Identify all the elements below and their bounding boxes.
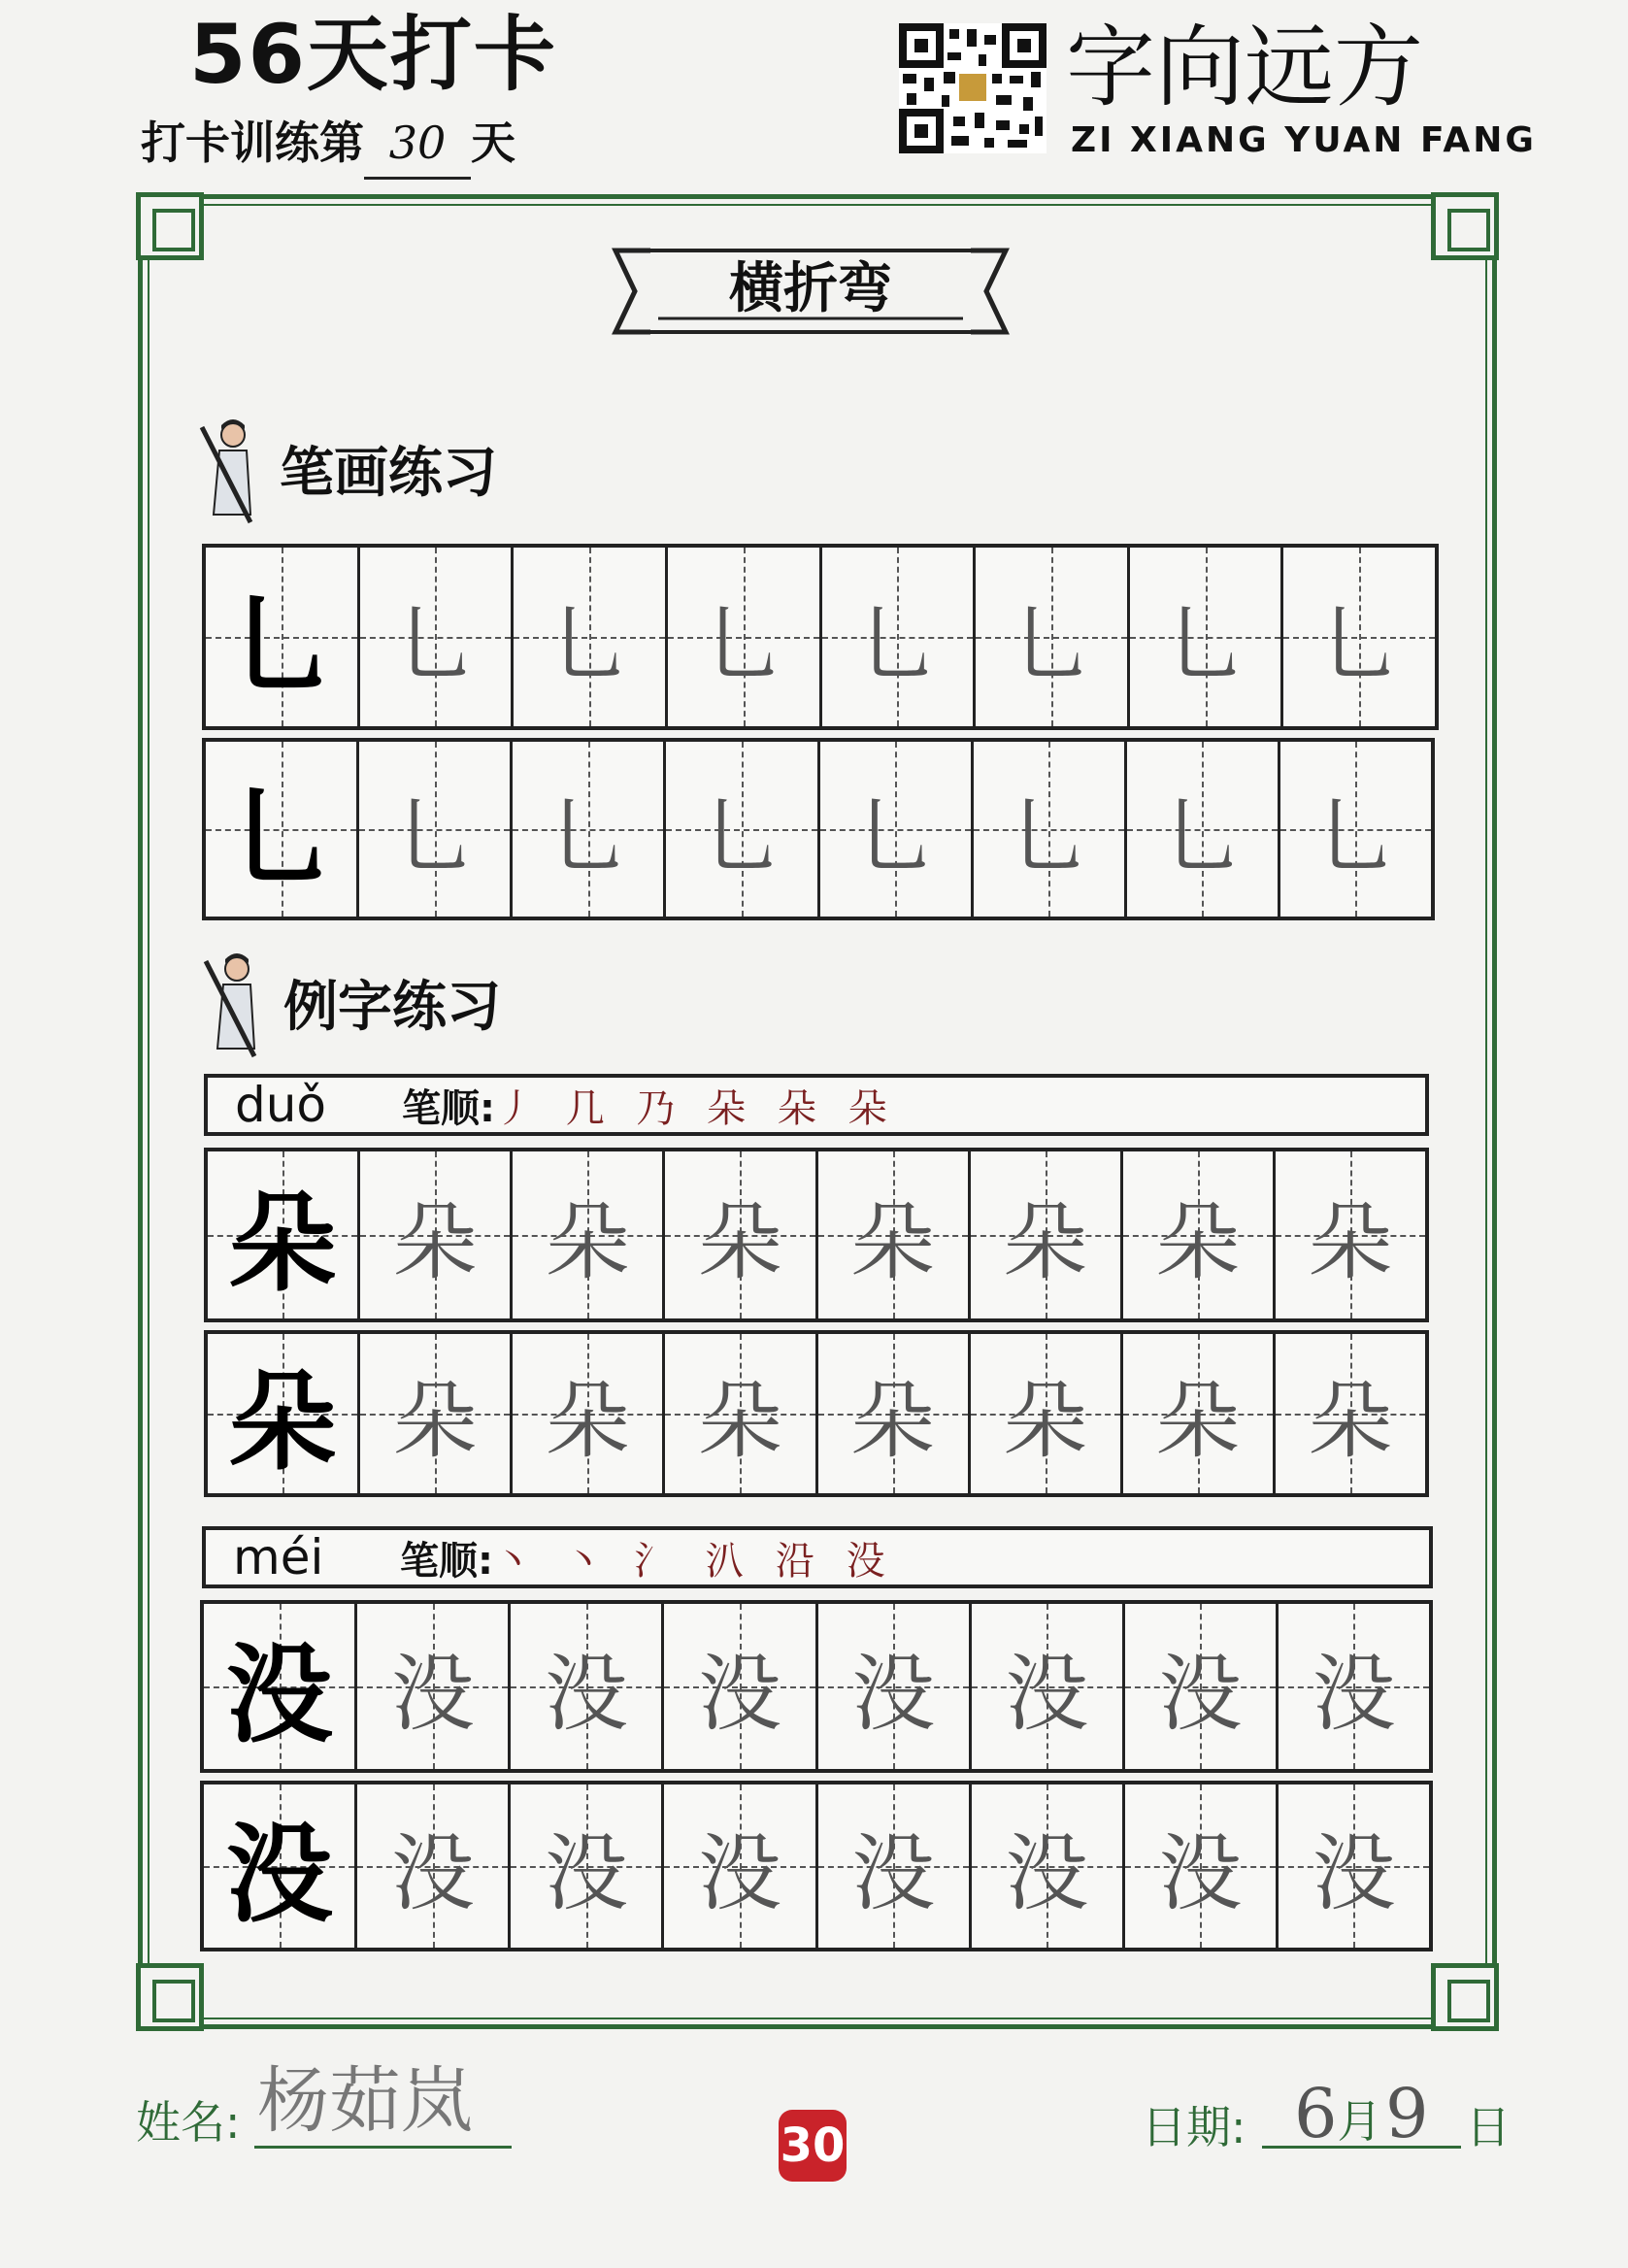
date-month-value: 6 — [1294, 2074, 1338, 2153]
practice-cell — [510, 742, 663, 917]
page-header-title: 56天打卡 — [189, 7, 557, 102]
character-practice-row — [204, 1330, 1429, 1497]
practice-cell — [968, 1334, 1120, 1493]
practice-cell — [973, 548, 1127, 726]
handwritten-character: 乚 — [855, 596, 940, 693]
handwritten-character: 乚 — [701, 596, 785, 693]
practice-cell — [1276, 1784, 1429, 1948]
frame-corner-ornament — [1431, 1963, 1499, 2031]
day-number: 30 — [364, 109, 471, 180]
practice-cell — [1280, 548, 1435, 726]
practice-cell — [206, 548, 357, 726]
practice-cell — [356, 742, 510, 917]
date-month-unit: 月 — [1337, 2095, 1382, 2148]
practice-cell — [511, 548, 665, 726]
practice-cell — [815, 1604, 969, 1769]
model-character: 朵 — [229, 1181, 337, 1306]
practice-cell — [661, 1784, 814, 1948]
model-character: 乚 — [227, 775, 335, 900]
pinyin: méi — [233, 1529, 324, 1585]
brand-logo-text: 字向远方 — [1066, 16, 1424, 119]
character-practice-row — [200, 1781, 1433, 1951]
model-character: 朵 — [229, 1359, 337, 1484]
handwritten-character: 没 — [1005, 1825, 1089, 1922]
banner-title: 横折弯 — [729, 257, 892, 320]
practice-cell — [1276, 1604, 1429, 1769]
practice-cell — [354, 1604, 508, 1769]
practice-cell — [1273, 1151, 1425, 1318]
handwritten-character: 乚 — [1163, 596, 1247, 693]
stroke-order: 丿 几 乃 朵 朵 朵 — [495, 1085, 897, 1131]
practice-cell — [1278, 742, 1431, 917]
practice-cell — [206, 742, 356, 917]
handwritten-character: 乚 — [1160, 788, 1245, 885]
day-counter — [141, 109, 515, 180]
practice-cell — [662, 1151, 814, 1318]
qr-code-graphic — [899, 23, 1047, 153]
practice-cell — [354, 1784, 508, 1948]
handwritten-character: 没 — [1312, 1825, 1396, 1922]
name-label: 姓名: — [136, 2096, 241, 2149]
model-character: 没 — [225, 1812, 333, 1937]
handwritten-character: 乚 — [699, 788, 783, 885]
handwritten-character: 朵 — [393, 1194, 478, 1291]
date-month — [1294, 2074, 1382, 2153]
handwritten-character: 乚 — [853, 788, 938, 885]
practice-cell — [1120, 1151, 1273, 1318]
handwritten-character: 没 — [697, 1646, 781, 1743]
handwritten-character: 乚 — [1317, 596, 1402, 693]
model-character: 没 — [225, 1632, 333, 1757]
practice-cell — [817, 742, 971, 917]
practice-cell — [510, 1334, 662, 1493]
stroke-practice-row — [202, 544, 1439, 730]
handwritten-character: 乚 — [546, 788, 630, 885]
practice-cell — [662, 1334, 814, 1493]
handwritten-character: 没 — [544, 1825, 628, 1922]
brand-subtitle: ZI XIANG YUAN FANG — [1071, 120, 1537, 160]
student-name: 杨茹岚 — [257, 2059, 473, 2143]
handwritten-character: 乚 — [392, 788, 477, 885]
practice-cell — [969, 1784, 1122, 1948]
handwritten-character: 朵 — [1003, 1194, 1087, 1291]
handwritten-character: 朵 — [1308, 1373, 1392, 1470]
practice-cell — [819, 548, 974, 726]
frame-corner-ornament — [1431, 192, 1499, 260]
practice-cell — [815, 1334, 968, 1493]
handwritten-character: 乚 — [393, 596, 478, 693]
model-character: 乚 — [227, 583, 335, 708]
practice-cell — [1120, 1334, 1273, 1493]
practice-cell — [661, 1604, 814, 1769]
example-practice-title: 例字练习 — [283, 976, 501, 1039]
handwritten-character: 没 — [544, 1646, 628, 1743]
handwritten-character: 乚 — [1313, 788, 1398, 885]
handwritten-character: 没 — [390, 1825, 475, 1922]
handwritten-character: 没 — [1312, 1646, 1396, 1743]
practice-cell — [204, 1604, 354, 1769]
pinyin-bar — [202, 1526, 1433, 1588]
date-day-unit: 日 — [1466, 2101, 1511, 2153]
practice-cell — [1122, 1784, 1276, 1948]
stroke-order-label: 笔顺: — [402, 1085, 495, 1131]
handwritten-character: 朵 — [850, 1194, 935, 1291]
practice-cell — [208, 1334, 357, 1493]
practice-cell — [663, 742, 816, 917]
stroke-practice-row — [202, 738, 1435, 920]
practice-cell — [1122, 1604, 1276, 1769]
practice-cell — [508, 1604, 661, 1769]
practice-cell — [1273, 1334, 1425, 1493]
practice-cell — [510, 1151, 662, 1318]
handwritten-character: 朵 — [546, 1373, 630, 1470]
scholar-figure-icon — [202, 951, 258, 1058]
date-underline — [1262, 2146, 1461, 2149]
handwritten-character: 乚 — [1009, 596, 1093, 693]
handwritten-character: 朵 — [1003, 1373, 1087, 1470]
frame-corner-ornament — [136, 1963, 204, 2031]
handwritten-character: 没 — [1158, 1646, 1243, 1743]
practice-cell — [968, 1151, 1120, 1318]
handwritten-character: 朵 — [546, 1194, 630, 1291]
handwritten-character: 没 — [1158, 1825, 1243, 1922]
stroke-order: 丶 丶 氵 汃 沿 没 — [493, 1538, 895, 1584]
handwritten-character: 朵 — [1155, 1373, 1240, 1470]
handwritten-character: 乚 — [1007, 788, 1091, 885]
practice-cell — [508, 1784, 661, 1948]
practice-cell — [815, 1784, 969, 1948]
practice-cell — [208, 1151, 357, 1318]
handwritten-character: 朵 — [1155, 1194, 1240, 1291]
practice-cell — [1127, 548, 1281, 726]
handwritten-character: 没 — [697, 1825, 781, 1922]
scholar-figure-icon — [198, 417, 254, 524]
frame-corner-ornament — [136, 192, 204, 260]
practice-cell — [357, 548, 512, 726]
practice-cell — [815, 1151, 968, 1318]
handwritten-character: 朵 — [698, 1194, 782, 1291]
practice-cell — [665, 548, 819, 726]
character-practice-row — [200, 1600, 1433, 1773]
handwritten-character: 没 — [851, 1646, 936, 1743]
handwritten-character: 朵 — [698, 1373, 782, 1470]
practice-cell — [204, 1784, 354, 1948]
day-prefix: 打卡训练第 — [141, 117, 364, 169]
handwritten-character: 朵 — [1308, 1194, 1392, 1291]
date-day-value: 9 — [1385, 2074, 1429, 2153]
page-number-badge: 30 — [779, 2110, 847, 2182]
handwritten-character: 没 — [851, 1825, 936, 1922]
stroke-order-label: 笔顺: — [400, 1538, 493, 1584]
date-label: 日期: — [1142, 2101, 1246, 2153]
handwritten-character: 没 — [390, 1646, 475, 1743]
name-underline — [254, 2146, 512, 2149]
character-practice-row — [204, 1148, 1429, 1322]
handwritten-character: 乚 — [548, 596, 632, 693]
pinyin-bar — [204, 1074, 1429, 1136]
handwritten-character: 没 — [1005, 1646, 1089, 1743]
handwritten-character: 朵 — [850, 1373, 935, 1470]
practice-cell — [1124, 742, 1278, 917]
practice-cell — [969, 1604, 1122, 1769]
practice-cell — [357, 1151, 510, 1318]
pinyin: duǒ — [235, 1077, 327, 1133]
stroke-practice-title: 笔画练习 — [280, 442, 497, 505]
qr-code — [899, 23, 1047, 153]
practice-cell — [971, 742, 1124, 917]
practice-cell — [357, 1334, 510, 1493]
day-suffix: 天 — [471, 117, 515, 169]
handwritten-character: 朵 — [393, 1373, 478, 1470]
